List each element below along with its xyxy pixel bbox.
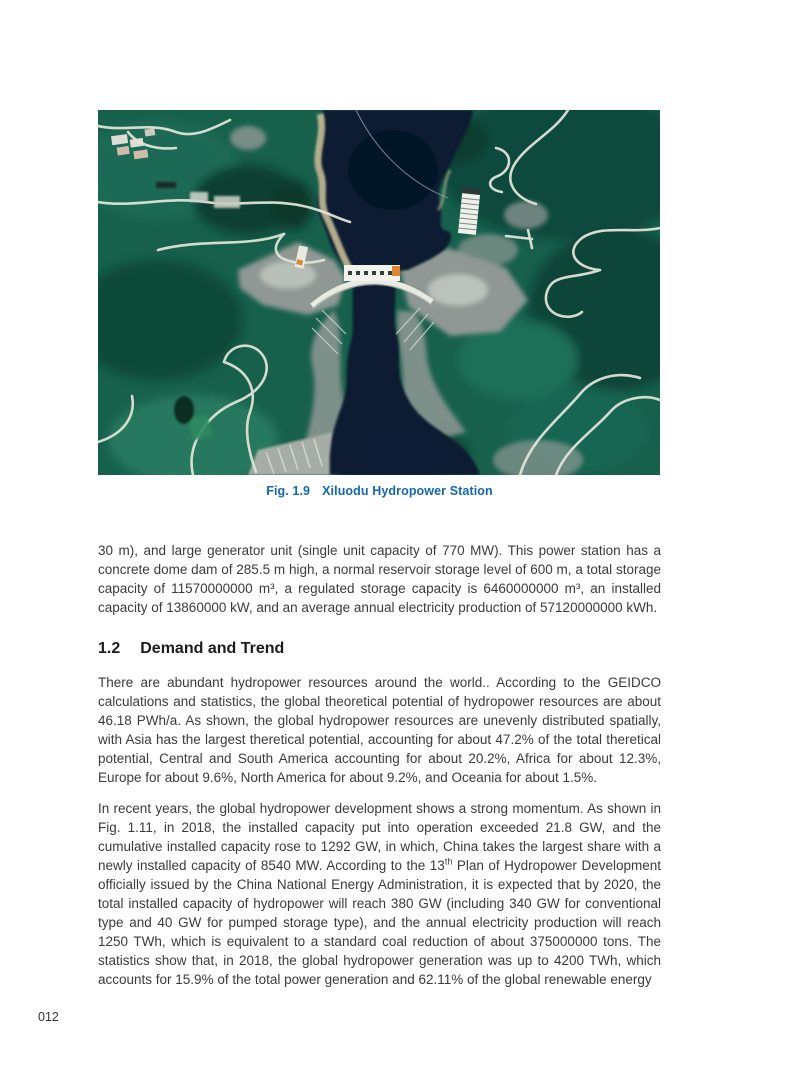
p3-text-after-sup: Plan of Hydropower Development officially issued by the China National Energy Administration, it is expected that by 2020, the total installed capacity of hydropower will reach 380 GW (including 340 GW for conventional type and 40 GW for pumped storage type), and the annual electricity production will reach 1250 TWh, which is equivalent to a standard coal reduction of about 375000000 tons. The statistics show that, in 2018, the global hydropower generation was up to 4200 TWh, which accounts for 15.9% of the total power generation and 62.11% of the global renewable energy bbox=[98, 858, 661, 987]
paragraph-global-potential: There are abundant hydropower resources around the world.. According to the GEIDCO calculations and statistics, the global theoretical potential of hydropower resources are about 46.18 PWh/a. As shown, the global hydropower resources are unevenly distributed spatially, with Asia has the largest theretical potential, accounting for about 47.2% of the total theretical potential, Central and South America accounting for about 20.2%, Africa for about 12.3%, Europe for about 9.6%, North America for about 9.2%, and Oceania for about 1.5%. bbox=[98, 675, 661, 785]
paragraph-development-trend bbox=[98, 799, 661, 989]
section-heading bbox=[98, 638, 661, 659]
page-content bbox=[98, 110, 661, 989]
page-number: 012 bbox=[38, 1010, 59, 1024]
section-number: 1.2 bbox=[98, 640, 121, 657]
figure-caption-title: Xiluodu Hydropower Station bbox=[322, 484, 493, 498]
figure-1-9 bbox=[98, 110, 661, 499]
p3-ordinal-suffix: th bbox=[444, 856, 453, 867]
figure-caption bbox=[98, 484, 661, 499]
paragraph-xiluodu-specs: 30 m), and large generator unit (single unit capacity of 770 MW). This power station has a concrete dome dam of 285.5 m high, a normal reservoir storage level of 600 m, a total storage capacity of 11570000000 m³, a regulated storage capacity is 6460000000 m³, an installed capacity of 13860000 kW, and an average annual electricity production of 57120000000 kWh. bbox=[98, 543, 661, 615]
satellite-image bbox=[98, 110, 660, 475]
p3-text-before-sup: In recent years, the global hydropower development shows a strong momentum. As shown in Fig. 1.11, in 2018, the installed capacity put into operation exceeded 21.8 GW, and the cumulative installed capacity rose to 1292 GW, in which, China takes the largest share with a newly installed capacity of 8540 MW. According to the 13 bbox=[98, 801, 661, 873]
section-title: Demand and Trend bbox=[140, 640, 285, 657]
crest-orange-unit bbox=[392, 266, 400, 276]
figure-caption-label: Fig. 1.9 bbox=[266, 484, 311, 498]
